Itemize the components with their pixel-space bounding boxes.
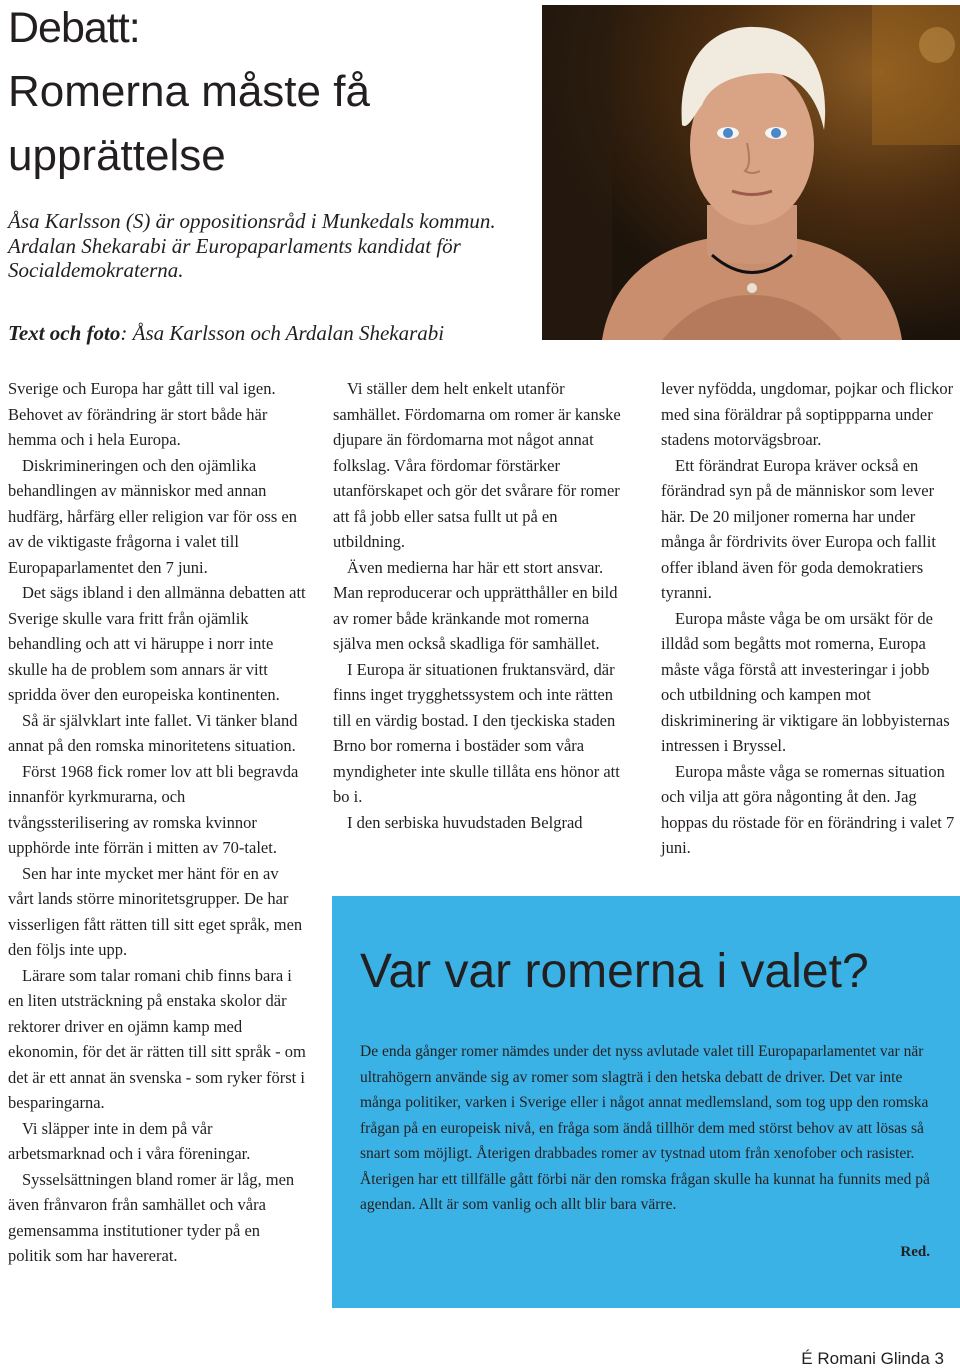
byline-line-2: Ardalan Shekarabi är Europaparlaments kandidat för Socialdemokraterna.: [8, 233, 461, 282]
page-number: 3: [934, 1349, 944, 1368]
article-column-2: [333, 376, 623, 835]
paragraph: Det sägs ibland i den allmänna debatten att Sverige skulle vara fritt från ojämlik behandling och att vi häruppe i norr inte skulle ha de problem som annars är vitt spridda över den europeiska kontinenten.: [8, 583, 306, 704]
paragraph: Sen har inte mycket mer hänt för en av vårt lands större minoritetsgrupper. De har visserligen fått rätten till sitt eget språk, men den följs inte upp.: [8, 863, 303, 959]
paragraph: Ett förändrat Europa kräver också en förändrad syn på de människor som lever här. De 20 miljoner romerna har under många år fördrivits över Europa och fallit offer ibland även för goda demokratiers tyranni.: [661, 455, 936, 602]
paragraph: Så är självklart inte fallet. Vi tänker bland annat på den romska minoritetens situation.: [8, 710, 298, 755]
credit-names: : Åsa Karlsson och Ardalan Shekarabi: [120, 321, 445, 345]
paragraph: Diskrimineringen och den ojämlika behandlingen av människor med annan hudfärg, hårfärg eller religion var för oss en av de viktigaste frågorna i valet till Europaparlamentet den 7 juni.: [8, 455, 297, 577]
paragraph: Europa måste våga se romernas situation och vilja att göra någonting åt den. Jag hoppas du röstade för en förändring i valet 7 juni.: [661, 761, 955, 857]
page-footer: [801, 1349, 944, 1369]
portrait-illustration: [542, 5, 960, 340]
article-headline: Romerna måste få upprättelse: [8, 67, 370, 180]
fact-box-body: De enda gånger romer nämdes under det nyss avlutade valet till Europaparlamentet var när ultrahögern använde sig av romer som slagträ i den hetska debatt de driver. Det var inte många politiker, varken i Sverige eller i något annat medlemsland, som tog upp den romska frågan på en europeisk nivå, en fråga som ändå tillhör dem med störst behov av att lösas så snart som möjligt. Återigen drabbades romer av tystnad utom från xenofober och rasister. Återigen har ett tillfälle gått förbi när den romska frågan skulle ha kunnat ha funnits med på agendan. Allt är som vanlig och allt blir bara värre.: [360, 1043, 930, 1213]
paragraph: Lärare som talar romani chib finns bara i en liten utsträckning på enstaka skolor där rektorer driver en ojämn kamp med ekonomin, för det är rätten till sitt språk - om det är ett annat än svenska - som ryker först i besparingarna.: [8, 965, 306, 1112]
paragraph: I Europa är situationen fruktansvärd, där finns inget trygghetssystem och inte rätten till en värdig bostad. I den tjeckiska staden Brno bor romerna i bostäder som våra myndigheter inte skulle tillåta ens hönor att bo i.: [333, 659, 620, 806]
paragraph: lever nyfödda, ungdomar, pojkar och flickor med sina föräldrar på soptippparna under stadens motorvägsbroar.: [661, 379, 954, 449]
paragraph: Även medierna har här ett stort ansvar. Man reproducerar och upprätthåller en bild av romer både kränkande mot romerna själva men också skadliga för samhället.: [333, 557, 618, 653]
article-column-1: [8, 376, 306, 1269]
fact-box: [332, 896, 960, 1308]
article-column-3: [661, 376, 957, 861]
fact-box-signature: Red.: [900, 1244, 930, 1260]
byline-line-1: Åsa Karlsson (S) är oppositionsråd i Munkedals kommun.: [8, 209, 496, 233]
paragraph: Först 1968 fick romer lov att bli begravda innanför kyrkmurarna, och tvångssterilisering av romska kvinnor upphörde inte förrän i mitten av 70-talet.: [8, 761, 299, 857]
author-byline: [8, 209, 528, 283]
section-kicker: Debatt:: [8, 4, 140, 52]
fact-box-title: Var var romerna i valet?: [360, 945, 869, 998]
paragraph: Sverige och Europa har gått till val igen. Behovet av förändring är stort både här hemma och i hela Europa.: [8, 379, 276, 449]
paragraph: Vi släpper inte in dem på vår arbetsmarknad och i våra föreningar.: [8, 1118, 251, 1163]
author-portrait-photo: [542, 5, 960, 340]
paragraph: Vi ställer dem helt enkelt utanför samhället. Fördomarna om romer är kanske djupare än fördomarna mot något annat folkslag. Våra fördomar förstärker utanförskapet och gör det svårare för romer att få jobb eller satsa fullt ut på en utbildning.: [333, 379, 621, 551]
paragraph: Sysselsättningen bland romer är låg, men även frånvaron från samhället och våra gemensamma institutioner tyder på en politik som har havererat.: [8, 1169, 295, 1265]
photo-credit: [8, 320, 528, 346]
credit-label: Text och foto: [8, 321, 121, 345]
publication-name: É Romani Glinda: [801, 1349, 930, 1368]
paragraph: I den serbiska huvudstaden Belgrad: [347, 812, 583, 832]
paragraph: Europa måste våga be om ursäkt för de illdåd som begåtts mot romerna, Europa måste våga förstå att investeringar i jobb och utbildning och kampen mot diskriminering är viktigare än lobbyisternas intressen i Bryssel.: [661, 608, 950, 755]
